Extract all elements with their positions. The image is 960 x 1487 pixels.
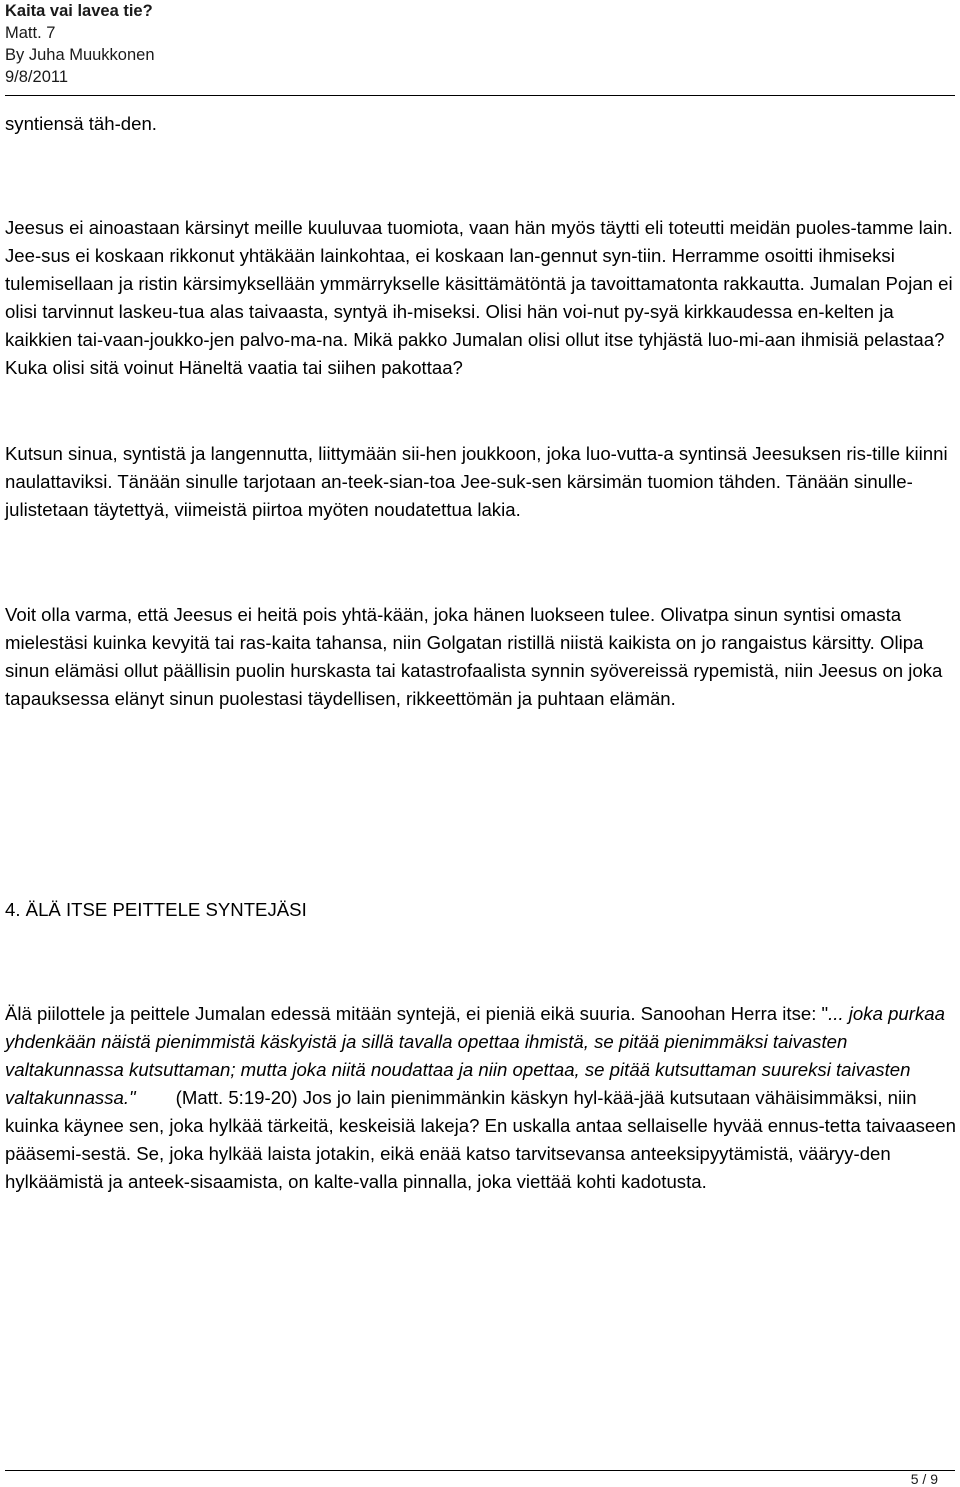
scripture-quote: ... joka purkaa yhdenkään näistä pienimmistä käskyistä ja sillä tavalla opettaa ihmistä, se pitää pienimmäksi taivasten valtakunnassa kutsuttaman; mutta joka niitä noudattaa ja niin opettaa, se pitää kutsuttaman suureksi taivasten valtakunnassa." bbox=[5, 1003, 945, 1108]
paragraph-5 bbox=[5, 1000, 960, 1196]
paragraph-4: Voit olla varma, että Jeesus ei heitä pois yhtä-kään, joka hänen luokseen tulee. Olivatpa sinun syntisi omasta mielestäsi kuinka kevyitä tai ras-kaita tahansa, niin Golgatan ristillä niistä kaikista on jo rangaistus kärsitty. Olipa sinun elämäsi ollut päällisin puolin hurskasta tai katastrofaalista synnin syövereissä rypemistä, niin Jeesus on joka tapauksessa elänyt sinun puolestasi täydellisen, rikkeettömän ja puhtaan elämän. bbox=[5, 604, 943, 709]
document-subtitle: Matt. 7 bbox=[5, 24, 56, 42]
paragraph-3: Kutsun sinua, syntistä ja langennutta, liittymään sii-hen joukkoon, joka luo-vutta-a syntinsä Jeesuksen ris-tille kiinni naulattaviksi. Tänään sinulle tarjotaan an-teek-sian-toa Jee-suk-sen kärsimän tuomion tähden. Tänään sinulle- julistetaan täytettyä, viimeistä piirtoa myöten noudatettua lakia. bbox=[5, 443, 948, 520]
page-number: 5 / 9 bbox=[910, 1471, 938, 1487]
footer-divider bbox=[5, 1470, 955, 1471]
paragraph-1: syntiensä täh-den. bbox=[5, 113, 157, 134]
paragraph-5-intro: Älä piilottele ja peittele Jumalan edessä mitään syntejä, ei pieniä eikä suuria. Sanoohan Herra itse: " bbox=[5, 1003, 829, 1024]
document-body bbox=[5, 110, 960, 1196]
document-author: By Juha Muukkonen bbox=[5, 46, 155, 64]
document-date: 9/8/2011 bbox=[5, 68, 69, 86]
paragraph-2: Jeesus ei ainoastaan kärsinyt meille kuuluvaa tuomiota, vaan hän myös täytti eli toteutti meidän puoles-tamme lain. Jee-sus ei koskaan rikkonut yhtäkään lainkohtaa, ei koskaan lan-gennut syn-tiin. Herramme osoitti ihmiseksi tulemisellaan ja ristin kärsimyksellään ymmärrykselle käsittämätöntä ja tavoittamatonta rakkautta. Jumalan Pojan ei olisi tarvinnut laskeu-tua alas taivaasta, syntyä ih-miseksi. Olisi hän voi-nut py-syä kirkkaudessa en-kelten ja kaikkien tai-vaan-joukko-jen palvo-ma-na. Mikä pakko Jumalan olisi ollut itse tyhjästä luo-mi-aan ihmisiä pelastaa? Kuka olisi sitä voinut Häneltä vaatia tai siihen pakottaa? bbox=[5, 217, 953, 378]
document-title: Kaita vai lavea tie? bbox=[5, 2, 153, 20]
paragraph-5-rest: (Matt. 5:19-20) Jos jo lain pienimmänkin käskyn hyl-kää-jää kutsutaan vähäisimmäksi, niin kuinka käynee sen, joka hylkää tärkeitä, keskeisiä lakeja? En uskalla antaa sellaiselle hyvää ennus-tetta taivaaseen pääsemi-sestä. Se, joka hylkää laista jotakin, eikä enää katso tarvitsevansa anteeksipyytämistä, vääryy-den hylkäämistä ja anteek-sisaamista, on kalte-valla pinnalla, joka viettää kohti kadotusta. bbox=[5, 1087, 956, 1192]
header-divider bbox=[5, 95, 955, 96]
page-header bbox=[5, 0, 955, 88]
section-heading: 4. ÄLÄ ITSE PEITTELE SYNTEJÄSI bbox=[5, 899, 307, 920]
